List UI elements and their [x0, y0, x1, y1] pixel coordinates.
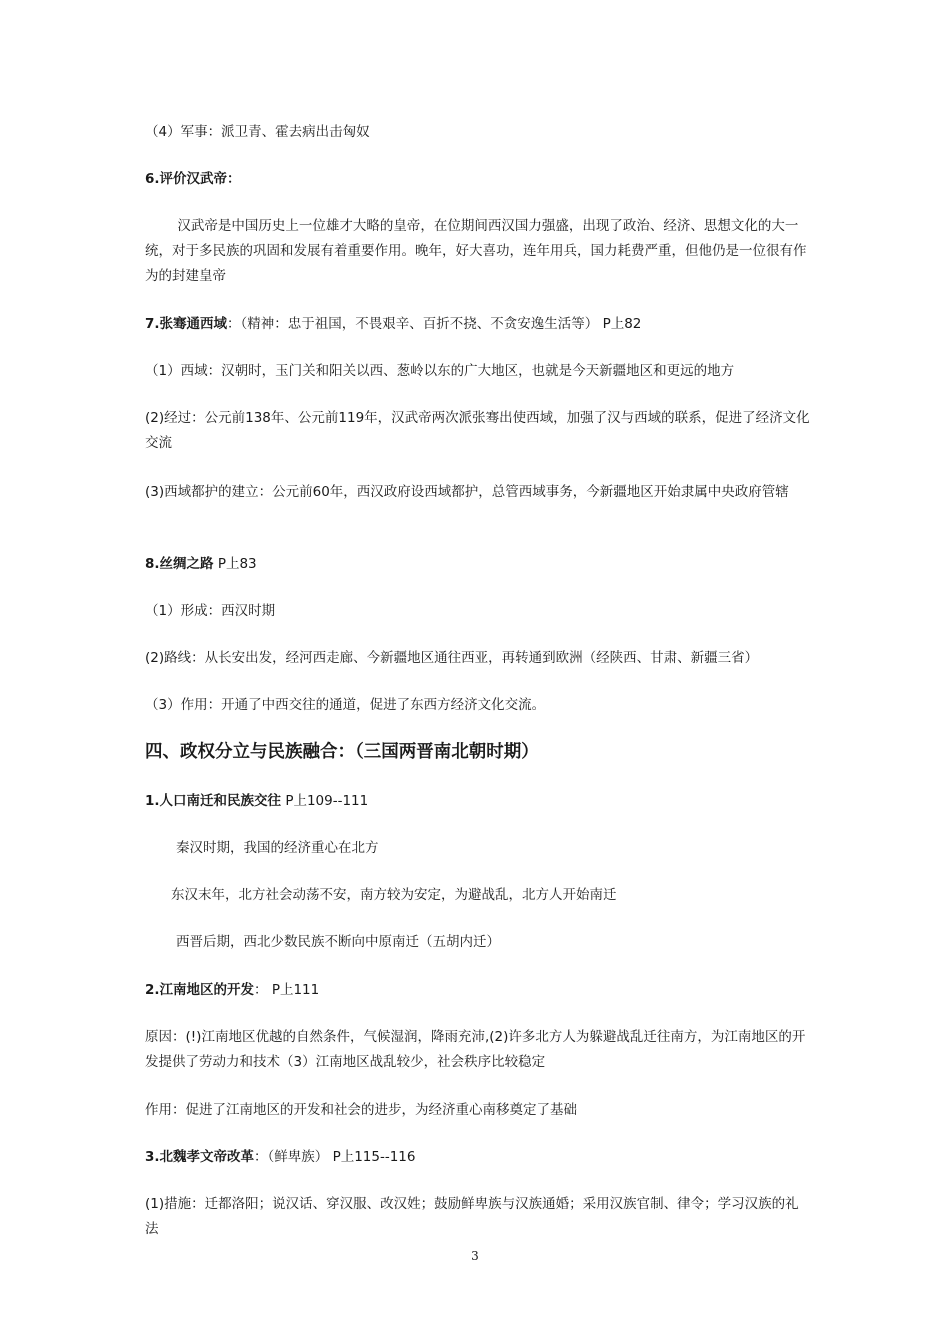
- heading-7-note: ：（精神：忠于祖国，不畏艰辛、百折不挠、不贪安逸生活等） P上82: [227, 316, 642, 332]
- silk-road-formation: （1）形成：西汉时期: [145, 603, 276, 619]
- migration-line: 东汉末年，北方社会动荡不安，南方较为安定，为避战乱，北方人开始南迁: [171, 887, 617, 903]
- jiangnan-effect: 作用：促进了江南地区的开发和社会的进步，为经济重心南移奠定了基础: [145, 1102, 577, 1118]
- heading-4-2: [145, 978, 810, 1003]
- heading-4-3-note: ：（鲜卑族） P上115--116: [254, 1149, 416, 1165]
- reform-measures: (1)措施：迁都洛阳；说汉话、穿汉服、改汉姓；鼓励鲜卑族与汉族通婚；采用汉族官制、律令；学习汉族的礼法: [145, 1196, 799, 1237]
- heading-4-1-note: P上109--111: [281, 793, 369, 809]
- economic-center-line: 秦汉时期，我国的经济重心在北方: [176, 840, 379, 856]
- heading-8-note: P上83: [213, 556, 257, 572]
- heading-4-3-title: 3.北魏孝文帝改革: [145, 1149, 255, 1165]
- section-four-heading: 四、政权分立与民族融合：（三国两晋南北朝时期）: [145, 742, 539, 762]
- duhu-establishment: (3)西域都护的建立：公元前60年，西汉政府设西域都护，总管西域事务，今新疆地区开始隶属中央政府管辖: [145, 484, 789, 500]
- page-number: 3: [471, 1249, 479, 1263]
- silk-road-route: (2)路线：从长安出发，经河西走廊、今新疆地区通往西亚，再转通到欧洲（经陕西、甘肃、新疆三省）: [145, 650, 759, 666]
- zhangqian-process: (2)经过：公元前138年、公元前119年，汉武帝两次派张骞出使西域，加强了汉与西域的联系，促进了经济文化交流: [145, 410, 810, 451]
- heading-4-1: [145, 789, 810, 814]
- silk-road-effect: （3）作用：开通了中西交往的通道，促进了东西方经济文化交流。: [145, 697, 546, 713]
- heading-4-1-title: 1.人口南迁和民族交往: [145, 793, 282, 809]
- western-jin-line: 西晋后期，西北少数民族不断向中原南迁（五胡内迁）: [176, 934, 500, 950]
- heading-8-title: 8.丝绸之路: [145, 556, 214, 572]
- xiyu-definition: （1）西域：汉朝时，玉门关和阳关以西、葱岭以东的广大地区，也就是今天新疆地区和更远的地方: [145, 363, 735, 379]
- heading-7: [145, 312, 810, 337]
- heading-7-title: 7.张骞通西域: [145, 316, 228, 332]
- military-line: （4）军事：派卫青、霍去病出击匈奴: [145, 124, 370, 140]
- heading-4-2-note: ： P上111: [254, 982, 320, 998]
- jiangnan-reasons: 原因：(!)江南地区优越的自然条件，气候湿润，降雨充沛,(2)许多北方人为躲避战乱迁往南方，为江南地区的开发提供了劳动力和技术（3）江南地区战乱较少，社会秩序比较稳定: [145, 1029, 806, 1070]
- heading-6: [145, 167, 810, 192]
- evaluation-paragraph: 汉武帝是中国历史上一位雄才大略的皇帝，在位期间西汉国力强盛，出现了政治、经济、思想文化的大一统，对于多民族的巩固和发展有着重要作用。晚年，好大喜功，连年用兵，国力耗费严重，但他仍是一位很有作为的封建皇帝: [145, 218, 807, 284]
- heading-8: [145, 552, 810, 577]
- heading-4-3: [145, 1145, 810, 1170]
- heading-6-title: 6.评价汉武帝：: [145, 171, 241, 187]
- heading-4-2-title: 2.江南地区的开发: [145, 982, 255, 998]
